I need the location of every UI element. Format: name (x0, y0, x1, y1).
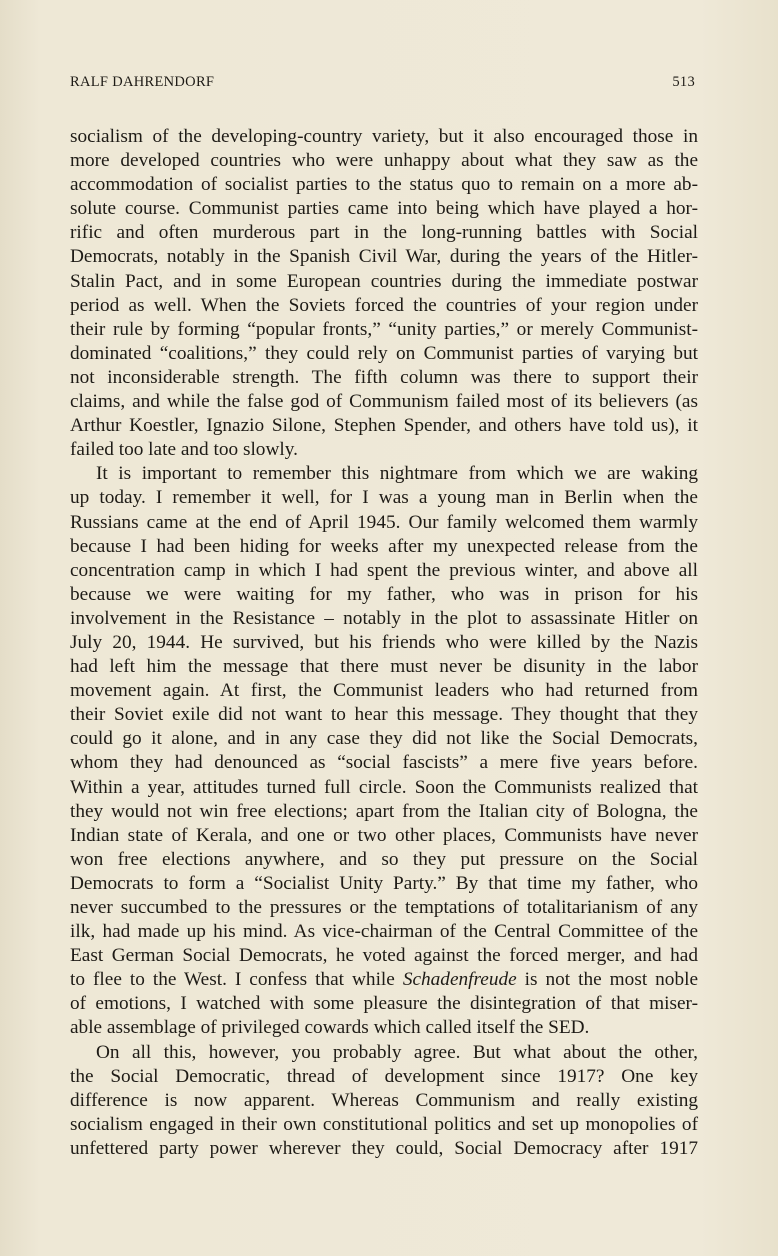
text-line: involvement in the Resistance – notably in the plot to assassinate Hitler on (70, 607, 698, 629)
text-line: not inconsiderable strength. The fifth column was there to support their (70, 366, 698, 388)
text-line: their Soviet exile did not want to hear this message. They thought that they (70, 704, 698, 726)
paragraph-3 (70, 1041, 698, 1161)
text-line: could go it alone, and in any case they did not like the Social Democrats, (70, 728, 698, 750)
text-line: Arthur Koestler, Ignazio Silone, Stephen Spender, and others have told us), it (70, 415, 698, 437)
text-line: because I had been hiding for weeks after my unexpected release from the (70, 535, 698, 557)
paragraph-2 (70, 462, 698, 1040)
text-line: accommodation of socialist parties to the status quo to remain on a more ab- (70, 174, 698, 196)
line-lead: to flee to the West. I confess that while (70, 969, 403, 991)
text-line: movement again. At first, the Communist leaders who had returned from (70, 680, 698, 702)
text-line: Democrats, notably in the Spanish Civil War, during the years of the Hitler- (70, 246, 698, 268)
text-line: had left him the message that there must never be disunity in the labor (70, 656, 698, 678)
text-line: up today. I remember it well, for I was a young man in Berlin when the (70, 487, 698, 509)
text-line: dominated “coalitions,” they could rely on Communist parties of varying but (70, 342, 698, 364)
text-line: their rule by forming “popular fronts,” “unity parties,” or merely Communist- (70, 318, 698, 340)
text-line: whom they had denounced as “social fascists” a mere five years before. (70, 752, 698, 774)
paragraph-1 (70, 125, 698, 462)
text-line: unfettered party power wherever they could, Social Democracy after 1917 (70, 1137, 698, 1159)
text-line: Democrats to form a “Socialist Unity Party.” By that time my father, who (70, 872, 698, 894)
text-line: rific and often murderous part in the long-running battles with Social (70, 222, 698, 244)
text-line: concentration camp in which I had spent the previous winter, and above all (70, 559, 698, 581)
text-line: failed too late and too slowly. (70, 439, 298, 461)
line-tail: is not the most noble (516, 969, 699, 991)
text-line: Stalin Pact, and in some European countries during the immediate postwar (70, 270, 698, 292)
text-line: period as well. When the Soviets forced the countries of your region under (70, 294, 698, 316)
text-line: solute course. Communist parties came into being which have played a hor- (70, 198, 698, 220)
text-line: socialism engaged in their own constitutional politics and set up monopolies of (70, 1113, 698, 1135)
text-line: of emotions, I watched with some pleasure the disintegration of that miser- (70, 993, 698, 1015)
text-line: more developed countries who were unhappy about what they saw as the (70, 150, 698, 172)
running-head-author: RALF DAHRENDORF (70, 74, 215, 90)
text-line-with-italic (70, 968, 698, 992)
text-line: Within a year, attitudes turned full circle. Soon the Communists realized that (70, 776, 698, 798)
text-line: July 20, 1944. He survived, but his friends who were killed by the Nazis (70, 631, 698, 653)
italic-term: Schadenfreude (402, 969, 517, 991)
text-line: able assemblage of privileged cowards which called itself the SED. (70, 1017, 590, 1039)
text-line: never succumbed to the pressures or the temptations of totalitarianism of any (70, 897, 698, 918)
running-head (70, 74, 695, 91)
text-line: socialism of the developing-country variety, but it also encouraged those in (70, 126, 698, 147)
text-line: won free elections anywhere, and so they put pressure on the Social (70, 848, 698, 870)
text-line: Indian state of Kerala, and one or two other places, Communists have never (70, 824, 698, 846)
text-line: claims, and while the false god of Communism failed most of its believers (as (70, 391, 698, 413)
text-line: ilk, had made up his mind. As vice-chairman of the Central Committee of the (70, 921, 698, 943)
page-number: 513 (672, 74, 695, 90)
text-line: It is important to remember this nightmare from which we are waking (96, 463, 698, 485)
body-text (70, 125, 698, 1161)
text-line: difference is now apparent. Whereas Communism and really existing (70, 1089, 698, 1111)
text-line: On all this, however, you probably agree. But what about the other, (96, 1041, 698, 1063)
text-line: because we were waiting for my father, who was in prison for his (70, 583, 698, 605)
text-line: they would not win free elections; apart from the Italian city of Bologna, the (70, 800, 698, 822)
text-line: Russians came at the end of April 1945. Our family welcomed them warmly (70, 511, 698, 533)
text-line: East German Social Democrats, he voted against the forced merger, and had (70, 945, 698, 967)
text-line: the Social Democratic, thread of development since 1917? One key (70, 1065, 698, 1087)
